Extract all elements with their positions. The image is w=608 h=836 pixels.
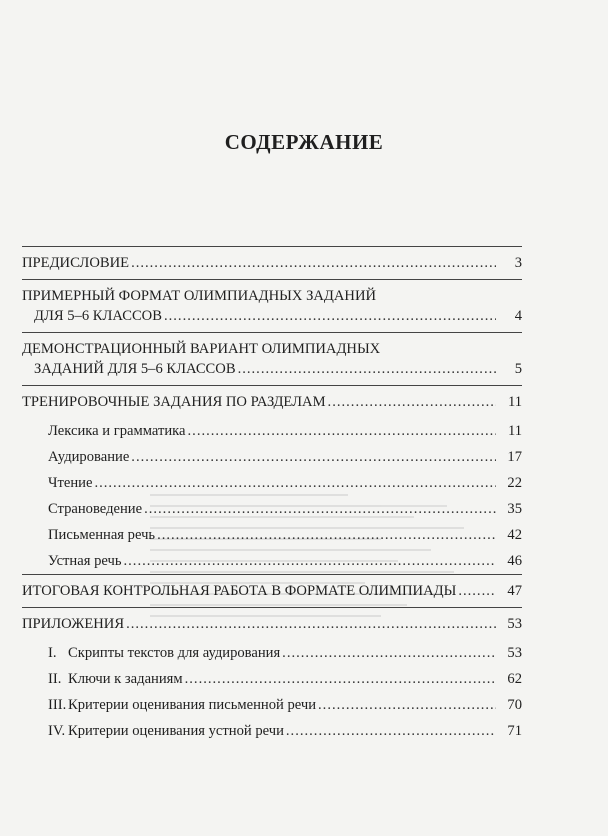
dot-leader bbox=[318, 695, 496, 715]
toc-entry-title: ПРИЛОЖЕНИЯ bbox=[22, 616, 125, 632]
toc-entry-title: Аудирование bbox=[48, 449, 130, 465]
dot-leader bbox=[144, 499, 496, 519]
page-number: 5 bbox=[514, 361, 522, 377]
toc-entry-title: Письменная речь bbox=[48, 527, 156, 543]
toc-subsection-entry[interactable] bbox=[22, 496, 522, 522]
appendix-number: II. bbox=[48, 671, 62, 687]
dot-leader bbox=[328, 392, 496, 412]
dot-leader bbox=[131, 447, 496, 467]
dot-leader bbox=[185, 669, 496, 689]
appendix-number: IV. bbox=[48, 723, 66, 739]
page-number: 47 bbox=[507, 583, 522, 599]
page-number: 17 bbox=[507, 449, 522, 465]
toc-section-entry[interactable] bbox=[22, 608, 522, 640]
toc-subsection-entry[interactable] bbox=[22, 444, 522, 470]
page-number: 62 bbox=[507, 671, 522, 687]
page-number: 70 bbox=[507, 697, 522, 713]
toc-entry-title: Скрипты текстов для аудирования bbox=[68, 645, 281, 661]
toc-subsection-entry[interactable] bbox=[22, 418, 522, 444]
dot-leader bbox=[286, 721, 496, 741]
page-number: 11 bbox=[507, 423, 522, 439]
toc-subsection-entry[interactable] bbox=[22, 640, 522, 666]
dot-leader bbox=[157, 525, 496, 545]
page-number: 11 bbox=[507, 394, 522, 410]
page-number: 42 bbox=[507, 527, 522, 543]
page-title: СОДЕРЖАНИЕ bbox=[224, 130, 384, 154]
page-number: 4 bbox=[514, 308, 522, 324]
toc-entry-title: Критерии оценивания письменной речи bbox=[68, 697, 317, 713]
toc-subsection-entry[interactable] bbox=[22, 718, 522, 744]
toc-entry-title: Ключи к заданиям bbox=[68, 671, 183, 687]
toc-entry-title: ДЛЯ 5–6 КЛАССОВ bbox=[34, 308, 162, 324]
toc-entry-title: ТРЕНИРОВОЧНЫЕ ЗАДАНИЯ ПО РАЗДЕЛАМ bbox=[22, 394, 326, 410]
page-number: 35 bbox=[507, 501, 522, 517]
toc-subsection-entry[interactable] bbox=[22, 548, 522, 574]
toc-entry-title: Устная речь bbox=[48, 553, 122, 569]
dot-leader bbox=[238, 359, 496, 379]
page-number: 22 bbox=[507, 475, 522, 491]
page-number: 46 bbox=[507, 553, 522, 569]
dot-leader bbox=[126, 614, 496, 634]
toc-section-entry[interactable] bbox=[22, 575, 522, 607]
toc-entry-title: Чтение bbox=[48, 475, 93, 491]
dot-leader bbox=[458, 581, 496, 601]
table-of-contents bbox=[22, 246, 522, 744]
toc-section-entry[interactable] bbox=[22, 333, 522, 385]
appendix-number: III. bbox=[48, 697, 67, 713]
page-number: 53 bbox=[507, 616, 522, 632]
appendix-number: I. bbox=[48, 645, 57, 661]
toc-entry-title: ИТОГОВАЯ КОНТРОЛЬНАЯ РАБОТА В ФОРМАТЕ ОЛИМПИАДЫ bbox=[22, 583, 457, 599]
toc-entry-title: ПРЕДИСЛОВИЕ bbox=[22, 255, 130, 271]
page-number: 53 bbox=[507, 645, 522, 661]
toc-entry-title: Критерии оценивания устной речи bbox=[68, 723, 284, 739]
toc-section-entry[interactable] bbox=[22, 386, 522, 418]
toc-entry-title: Лексика и грамматика bbox=[48, 423, 186, 439]
dot-leader bbox=[124, 551, 497, 571]
dot-leader bbox=[188, 421, 496, 441]
dot-leader bbox=[164, 306, 496, 326]
dot-leader bbox=[282, 643, 496, 663]
toc-subsection-entry[interactable] bbox=[22, 470, 522, 496]
page-number: 71 bbox=[507, 723, 522, 739]
toc-subsection-entry[interactable] bbox=[22, 666, 522, 692]
toc-subsection-entry[interactable] bbox=[22, 522, 522, 548]
toc-section-entry[interactable] bbox=[22, 280, 522, 332]
toc-entry-title: ЗАДАНИЙ ДЛЯ 5–6 КЛАССОВ bbox=[34, 361, 236, 377]
toc-entry-title: ДЕМОНСТРАЦИОННЫЙ ВАРИАНТ ОЛИМПИАДНЫХ bbox=[22, 341, 381, 357]
toc-subsection-entry[interactable] bbox=[22, 692, 522, 718]
dot-leader bbox=[131, 253, 496, 273]
toc-entry-title: Страноведение bbox=[48, 501, 143, 517]
toc-entry-title: ПРИМЕРНЫЙ ФОРМАТ ОЛИМПИАДНЫХ ЗАДАНИЙ bbox=[22, 288, 377, 304]
dot-leader bbox=[94, 473, 496, 493]
page-number: 3 bbox=[514, 255, 522, 271]
toc-section-entry[interactable] bbox=[22, 247, 522, 279]
